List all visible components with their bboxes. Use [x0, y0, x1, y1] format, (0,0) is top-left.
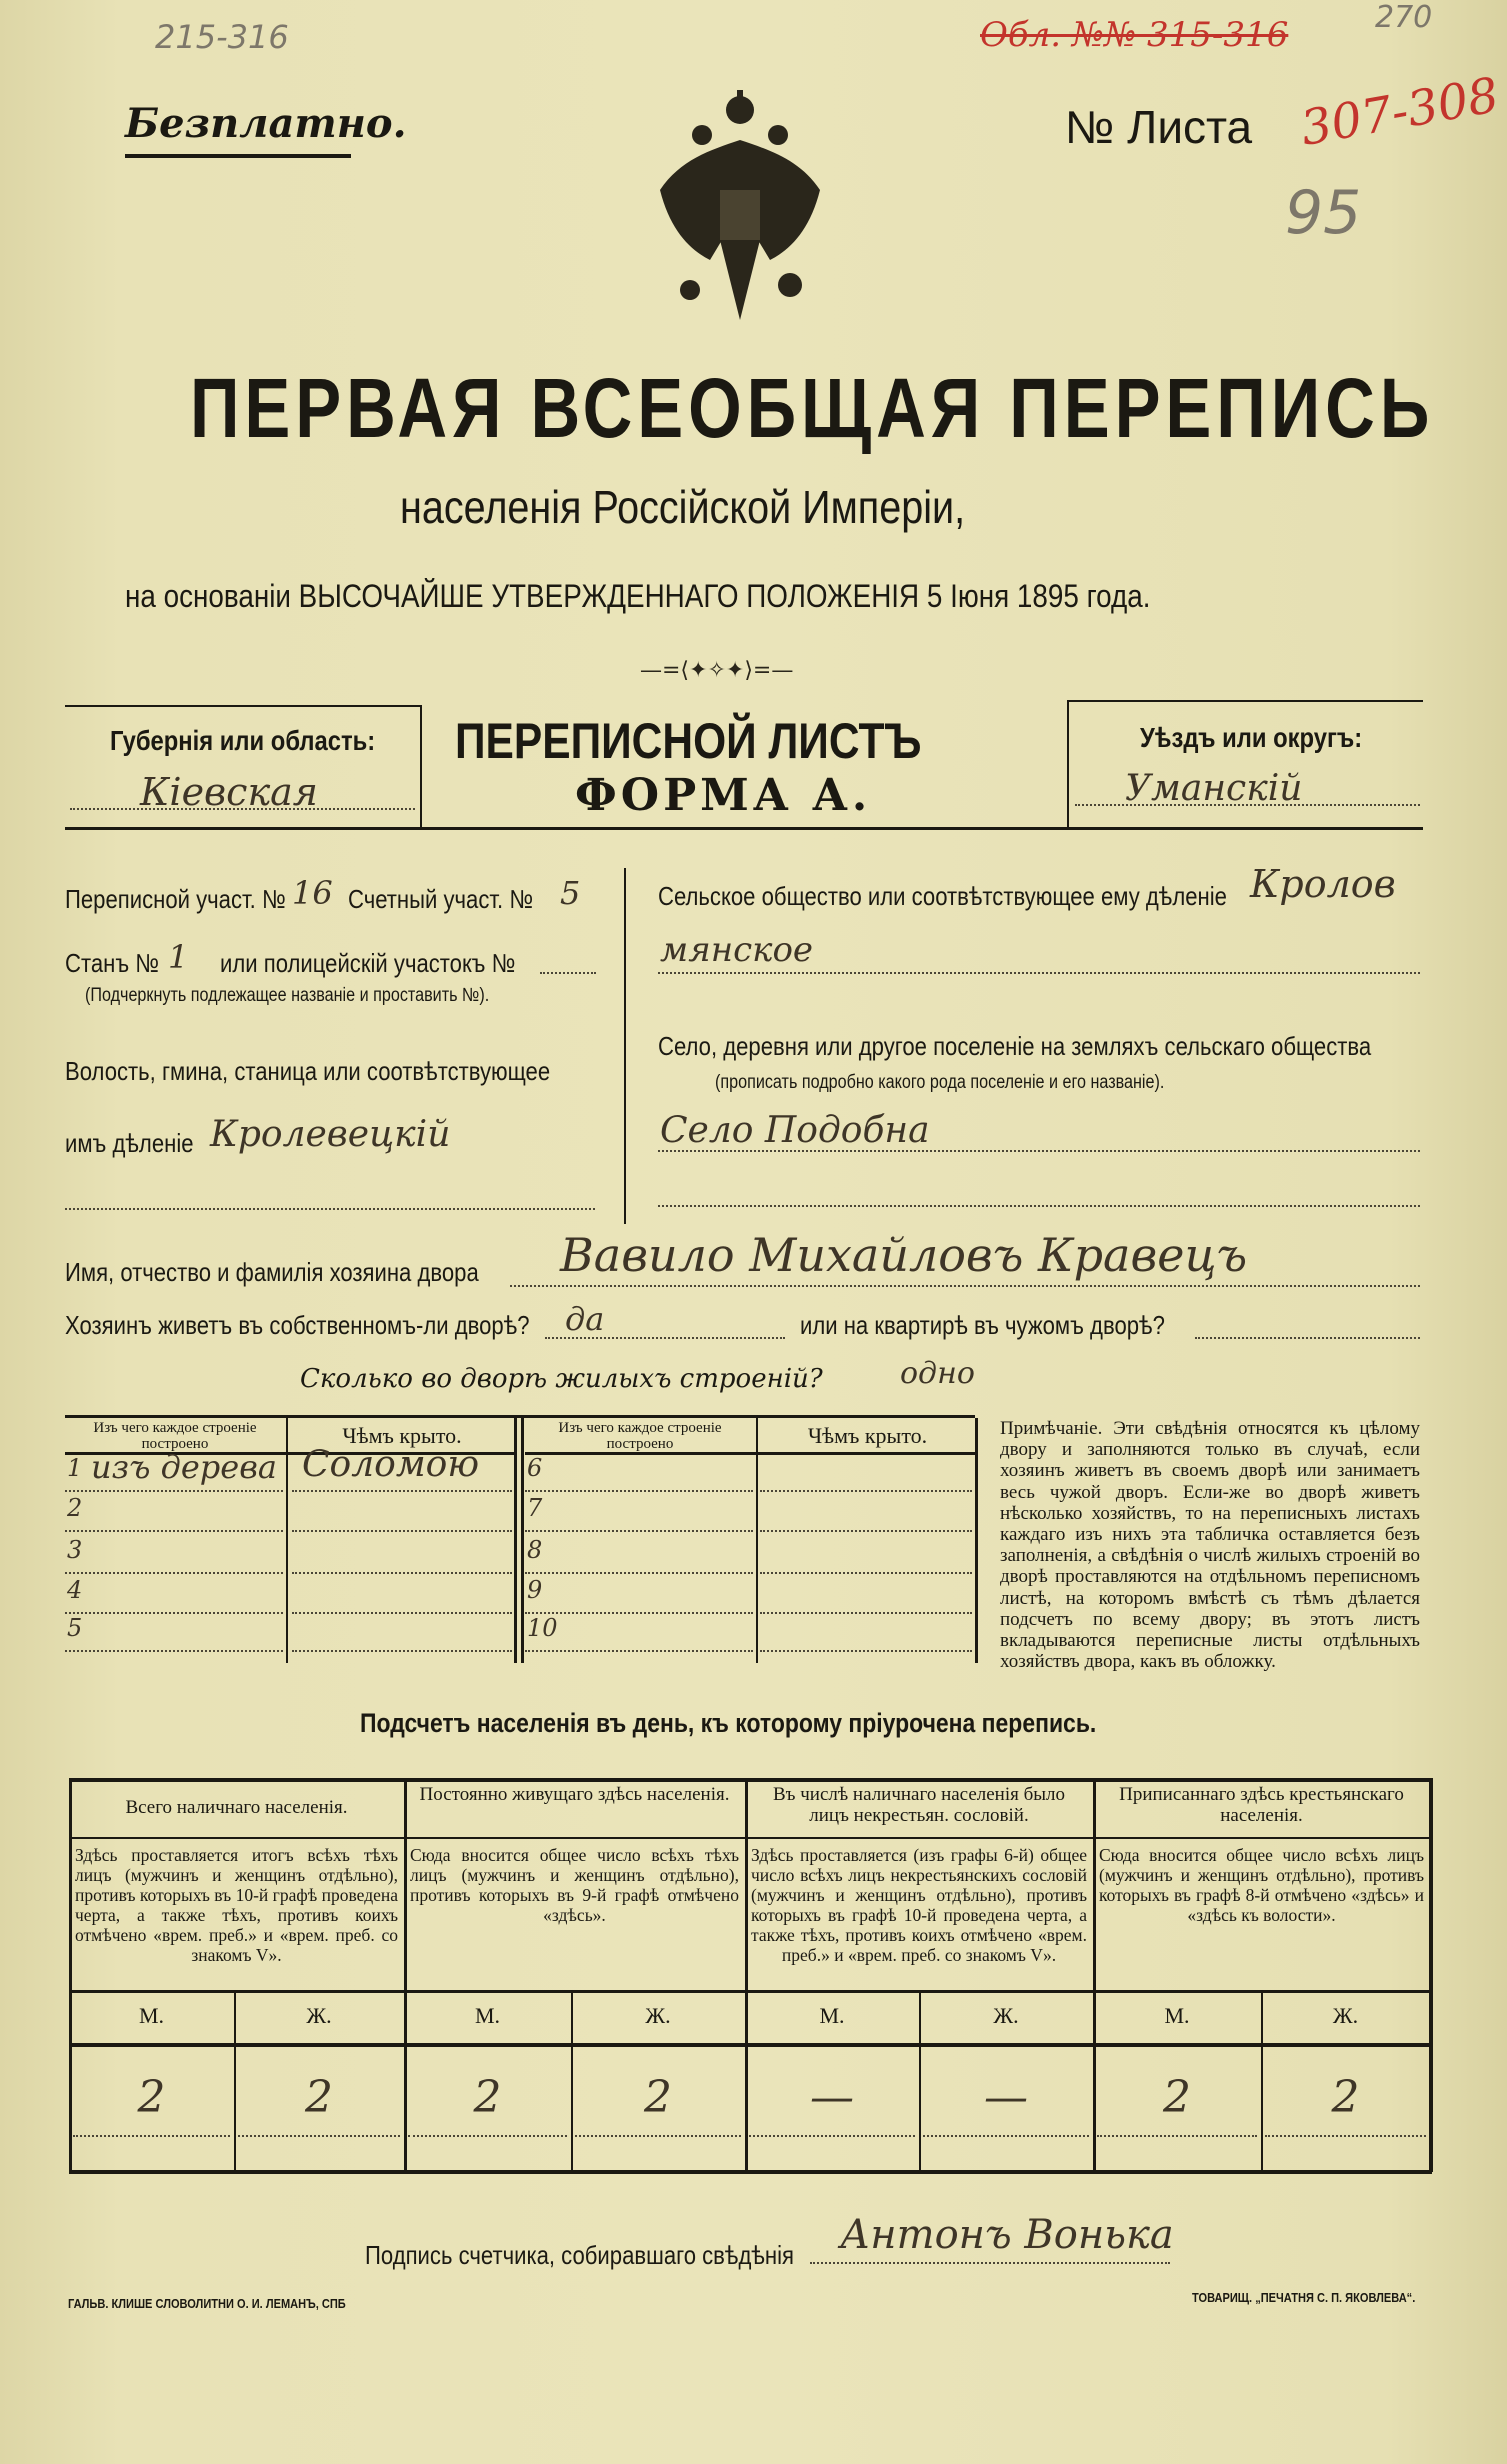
dotted-line [292, 1490, 512, 1492]
stan-label: Станъ № [65, 948, 159, 978]
dotted-line [65, 1650, 283, 1652]
owner-name-label: Имя, отчество и фамилія хозяина двора [65, 1257, 479, 1287]
underline-hint: (Подчеркнуть подлежащее названіе и проставить №). [85, 985, 490, 1006]
dotted-line [545, 1337, 785, 1339]
column-header-roof: Чѣмъ крыто. [807, 1423, 928, 1448]
dotted-line [70, 808, 415, 810]
divider [65, 705, 420, 707]
female-count: 2 [644, 2072, 672, 2123]
male-header: М. [138, 2003, 165, 2028]
female-header: Ж. [306, 2003, 332, 2028]
column-header-material: Изъ чего каждое строеніе построено [93, 1420, 257, 1452]
census-area-value: 16 [292, 874, 333, 912]
dotted-line [65, 1530, 283, 1532]
dotted-line [525, 1530, 753, 1532]
table-rule [514, 1418, 517, 1663]
table-rule [69, 2043, 1432, 2047]
census-area-label: Переписной участ. № [65, 884, 286, 914]
male-count: 2 [473, 2072, 502, 2123]
table-rule [975, 1418, 978, 1663]
dotted-line [408, 2135, 567, 2137]
police-area-field [540, 972, 596, 974]
dotted-line [760, 1572, 972, 1574]
divider [125, 154, 351, 158]
legal-basis: на основаніи ВЫСОЧАЙШЕ УТВЕРЖДЕННАГО ПОЛОЖЕНІЯ 5 Іюня 1895 года. [125, 578, 1151, 614]
row-number: 5 [67, 1614, 83, 1642]
society-value: Кролов [1250, 862, 1396, 906]
free-of-charge-label: Безплатно. [125, 100, 407, 147]
row-number: 7 [527, 1494, 543, 1522]
dotted-line [292, 1572, 512, 1574]
dotted-line [525, 1650, 753, 1652]
rented-label: или на квартирѣ въ чужомъ дворѣ? [800, 1310, 1165, 1340]
female-header: Ж. [993, 2003, 1019, 2028]
pencil-annotation: 215-316 [155, 18, 289, 56]
dotted-line [923, 2135, 1089, 2137]
column-description: Сюда вносится общее число всѣхъ лицъ (мужчинъ и женщинъ отдѣльно), противъ которыхъ въ графѣ 8-й отмѣчено «здѣсь» и «здѣсь къ волости». [1099, 1845, 1424, 1925]
table-rule [69, 1837, 1432, 1839]
signature-line [810, 2262, 1170, 2264]
dotted-line [65, 1490, 283, 1492]
roof-value: Соломою [302, 1444, 480, 1485]
owner-name-value: Вавило Михайловъ Кравецъ [560, 1228, 1248, 1282]
dotted-line [658, 972, 1420, 974]
village-hint: (прописать подробно какого рода поселеніе и его названіе). [715, 1072, 1165, 1093]
column-title: Приписаннаго здѣсь крестьянскаго населенія. [1119, 1784, 1404, 1826]
form-title: ПЕРЕПИСНОЙ ЛИСТЪ [455, 713, 922, 769]
buildings-label: Сколько во дворѣ жилыхъ строеній? [300, 1364, 823, 1394]
row-number: 4 [67, 1576, 83, 1604]
row-number: 2 [67, 1494, 83, 1522]
dotted-line [760, 1530, 972, 1532]
police-area-label: или полицейскій участокъ № [220, 948, 516, 978]
province-value: Кіевская [140, 770, 318, 814]
dotted-line [525, 1490, 753, 1492]
ornament-divider: —=⟨✦✧✦⟩=— [640, 658, 794, 683]
dotted-line [658, 1150, 1420, 1152]
table-rule [521, 1418, 524, 1663]
column-header-material: Изъ чего каждое строеніе построено [558, 1420, 722, 1452]
dotted-line [749, 2135, 915, 2137]
volost-label: Волость, гмина, станица или соотвѣтствующее [65, 1056, 551, 1086]
table-rule [65, 1415, 975, 1418]
male-count: 2 [1163, 2072, 1191, 2123]
volost-label-2: имъ дѣленіе [65, 1128, 194, 1158]
female-count: — [984, 2072, 1028, 2123]
female-header: Ж. [645, 2003, 671, 2028]
table-rule [525, 1452, 975, 1455]
female-header: Ж. [1332, 2003, 1359, 2028]
row-number: 6 [527, 1454, 543, 1482]
row-number: 8 [527, 1536, 543, 1564]
table-rule [69, 2170, 1432, 2174]
divider [65, 827, 1423, 830]
note-text: Примѣчаніе. Эти свѣдѣнія относятся къ цѣлому двору и заполняются только въ случаѣ, если хозяинъ живетъ въ своемъ дворѣ или занимаетъ весь чужой дворъ. Если-же во дворѣ живетъ нѣсколько хозяйствъ, то на переписныхъ листахъ каждаго изъ нихъ эта табличка оставляется безъ заполненія, а свѣдѣнія о числѣ жилыхъ строеній во дворѣ проставляются на отдѣльномъ переписномъ листѣ, на которомъ вмѣстѣ съ тѣмъ дѣлается подсчетъ по всему двору; въ этотъ листъ вкладываются переписные листы отдѣльныхъ хозяйствъ двора, какъ въ обложку. [1000, 1418, 1420, 1673]
sheet-number-label: № Листа [1065, 101, 1253, 153]
dotted-line [1075, 804, 1420, 806]
dotted-line [575, 2135, 741, 2137]
stan-value: 1 [168, 938, 189, 976]
column-title: Въ числѣ наличнаго населенія было лицъ некрестьян. сословій. [772, 1784, 1066, 1826]
male-count: — [810, 2072, 854, 2123]
dotted-line [238, 2135, 400, 2137]
dotted-line [292, 1612, 512, 1614]
table-rule [756, 1418, 758, 1663]
material-value: изъ дерева [91, 1448, 277, 1486]
rented-field [1195, 1337, 1420, 1339]
footer-printer: ТОВАРИЩ. „ПЕЧАТНЯ С. П. ЯКОВЛЕВА“. [1192, 2290, 1416, 2305]
district-value: Уманскій [1125, 768, 1303, 809]
row-number: 3 [67, 1536, 83, 1564]
enumerator-signature: Антонъ Вонька [840, 2212, 1174, 2258]
dotted-line [65, 1612, 283, 1614]
page-title: ПЕРВАЯ ВСЕОБЩАЯ ПЕРЕПИСЬ [190, 361, 1435, 455]
male-header: М. [819, 2003, 845, 2028]
buildings-value: одно [900, 1356, 975, 1391]
footer-engraver: ГАЛЬВ. КЛИШЕ СЛОВОЛИТНИ О. И. ЛЕМАНЪ, СПБ [68, 2296, 346, 2311]
count-area-label: Счетный участ. № [348, 884, 534, 914]
village-label: Село, деревня или другое поселеніе на земляхъ сельскаго общества [658, 1031, 1372, 1061]
dotted-line [525, 1612, 753, 1614]
male-count: 2 [137, 2072, 166, 2123]
village-value: Село Подобна [660, 1110, 930, 1151]
dotted-line [73, 2135, 230, 2137]
divider [1067, 700, 1069, 827]
dotted-line [65, 1208, 595, 1210]
crossed-archive-number: Обл. №№ 315-316 [980, 15, 1289, 55]
dotted-line [760, 1612, 972, 1614]
signature-label: Подпись счетчика, собиравшаго свѣдѣнія [365, 2240, 794, 2270]
dotted-line [525, 1572, 753, 1574]
table-rule [69, 1990, 1432, 1993]
dotted-line [760, 1490, 972, 1492]
own-yard-value: да [565, 1300, 605, 1338]
sheet-number-value: 307-308 [1296, 67, 1503, 157]
table-rule [286, 1418, 288, 1663]
divider [1067, 700, 1423, 702]
dotted-line [1097, 2135, 1257, 2137]
dotted-line [292, 1530, 512, 1532]
dotted-line [292, 1650, 512, 1652]
dotted-line [760, 1650, 972, 1652]
province-label: Губернія или область: [110, 725, 376, 756]
society-label: Сельское общество или соотвѣтствующее ему дѣленіе [658, 881, 1227, 911]
dotted-line [1265, 2135, 1426, 2137]
own-yard-label: Хозяинъ живетъ въ собственномъ-ли дворѣ? [65, 1310, 530, 1340]
table-rule [69, 1778, 1432, 1782]
count-title: Подсчетъ населенія въ день, къ которому пріурочена перепись. [360, 1708, 1097, 1738]
column-description: Здѣсь проставляется (изъ графы 6-й) общее число всѣхъ лицъ некрестьянскихъ сословій (мужчинъ и женщинъ отдѣльно), противъ которыхъ въ графѣ 10-й проведена черта, а также тѣхъ, противъ коихъ отмѣчено «врем. преб.» и «врем. преб. со знакомъ V». [751, 1845, 1087, 1965]
dotted-line [65, 1572, 283, 1574]
female-count: 2 [1331, 2072, 1360, 2123]
column-title: Всего наличнаго населенія. [125, 1797, 348, 1818]
volost-value: Кролевецкій [210, 1114, 451, 1155]
pencil-sheet-number: 95 [1285, 178, 1362, 248]
double-headed-eagle-emblem [640, 90, 840, 330]
count-area-value: 5 [560, 874, 581, 912]
divider [420, 705, 422, 827]
male-header: М. [474, 2003, 501, 2028]
page-subtitle: населенія Россійской Имперіи, [400, 481, 966, 533]
row-number: 1 [67, 1454, 83, 1482]
row-number: 10 [527, 1614, 558, 1642]
male-header: М. [1164, 2003, 1190, 2028]
row-number: 9 [527, 1576, 543, 1604]
column-description: Сюда вносится общее число всѣхъ тѣхъ лицъ (мужчинъ и женщинъ отдѣльно), противъ которыхъ въ 9-й графѣ отмѣчено «здѣсь». [410, 1845, 739, 1925]
column-title: Постоянно живущаго здѣсь населенія. [419, 1784, 730, 1805]
form-name: ФОРМА А. [575, 770, 872, 821]
dotted-line [510, 1285, 1420, 1287]
pencil-page-number: 270 [1375, 0, 1433, 35]
divider [624, 868, 626, 1224]
district-label: Уѣздъ или округъ: [1140, 722, 1363, 753]
column-header-roof: Чѣмъ крыто. [342, 1423, 462, 1448]
column-description: Здѣсь проставляется итогъ всѣхъ тѣхъ лицъ (мужчинъ и женщинъ отдѣльно), противъ которыхъ въ 10-й графѣ проведена черта, а также тѣхъ, противъ коихъ отмѣчено «врем. преб.» и «врем. преб. со знакомъ V». [75, 1845, 398, 1965]
female-count: 2 [305, 2072, 333, 2123]
dotted-line [658, 1205, 1420, 1207]
society-value-continued: мянское [660, 930, 814, 970]
